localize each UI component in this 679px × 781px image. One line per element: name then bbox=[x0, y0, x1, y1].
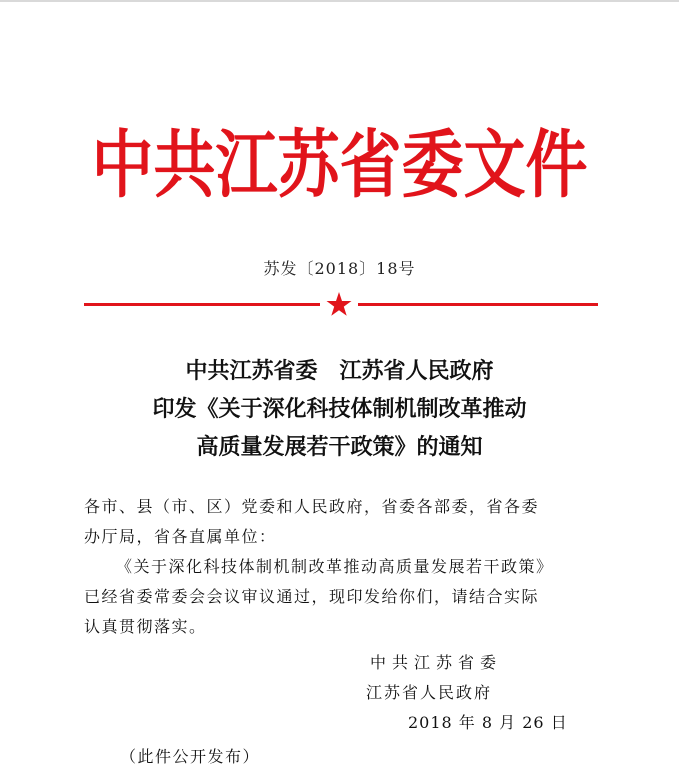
notice-title bbox=[0, 352, 679, 466]
notice-title-line: 高质量发展若干政策》的通知 bbox=[196, 434, 483, 460]
addressee-line: 各市、县（市、区）党委和人民政府，省委各部委，省各委 bbox=[84, 497, 540, 516]
signature-org-government: 江苏省人民政府 bbox=[366, 683, 493, 702]
body-line: 《关于深化科技体制机制改革推动高质量发展若干政策》 bbox=[116, 557, 554, 576]
body-line: 认真贯彻落实。 bbox=[84, 617, 207, 636]
red-rule-left bbox=[84, 303, 320, 306]
red-rule-right bbox=[358, 303, 598, 306]
document-number: 苏发〔2018〕18号 bbox=[263, 259, 416, 278]
body-line: 已经省委常委会会议审议通过，现印发给你们，请结合实际 bbox=[84, 587, 540, 606]
addressee bbox=[84, 492, 604, 552]
notice-title-line: 印发《关于深化科技体制机制改革推动 bbox=[152, 396, 527, 422]
publication-note: （此件公开发布） bbox=[120, 747, 261, 766]
red-divider bbox=[0, 293, 679, 317]
red-star-icon bbox=[326, 291, 352, 317]
page-top-edge bbox=[0, 0, 679, 2]
document-header-title: 中共江苏省委文件 bbox=[91, 121, 588, 208]
signature-block bbox=[350, 648, 600, 738]
body-paragraph bbox=[84, 552, 604, 642]
notice-title-line: 中共江苏省委 江苏省人民政府 bbox=[185, 358, 494, 384]
addressee-line: 办厅局，省各直属单位： bbox=[84, 527, 277, 546]
signature-date: 2018 年 8 月 26 日 bbox=[408, 713, 568, 732]
signature-org-party: 中共江苏省委 bbox=[370, 653, 503, 672]
